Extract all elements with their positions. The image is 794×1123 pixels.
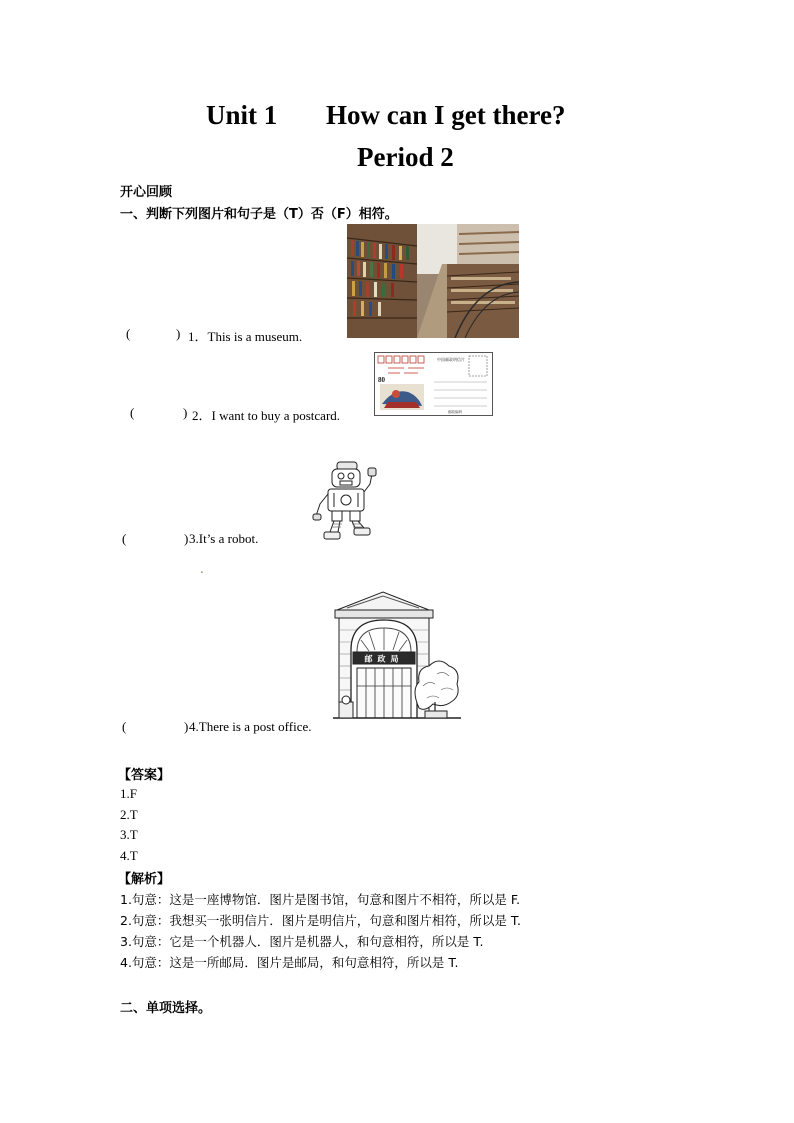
library-image — [347, 224, 519, 338]
title-period: Period 2 — [357, 142, 454, 172]
analysis-item: 1.句意：这是一座博物馆．图片是图书馆，句意和图片不相符，所以是 F. — [120, 892, 521, 907]
q1-paren-right: ) — [176, 326, 181, 341]
analysis-item: 2.句意：我想买一张明信片．图片是明信片，句意和图片相符，所以是 T. — [120, 913, 522, 928]
q1-paren-left: ( — [126, 326, 131, 341]
title-question: How can I get there? — [326, 100, 566, 130]
post-office-image — [333, 590, 461, 724]
analysis-heading: 【解析】 — [118, 872, 171, 887]
postcard-image — [374, 352, 493, 416]
q4-paren-left: ( — [122, 719, 127, 734]
section-review-heading: 开心回顾 — [120, 185, 173, 200]
section-two-heading: 二、单项选择。 — [120, 1001, 212, 1016]
q4-paren-right: ) — [184, 719, 189, 734]
robot-image — [312, 460, 380, 542]
title-unit: Unit 1 — [206, 100, 278, 130]
answer-item: 2.T — [120, 807, 138, 822]
answer-item: 4.T — [120, 848, 138, 863]
post-office-sign: 邮政局 — [364, 654, 404, 664]
answer-item: 3.T — [120, 827, 138, 842]
answer-heading: 【答案】 — [118, 768, 171, 783]
answer-item: 1.F — [120, 786, 137, 801]
q1-text: 1．This is a museum. — [188, 329, 303, 344]
postcard-stamp-value: 80 — [378, 376, 385, 384]
analysis-item: 3.句意：它是一个机器人．图片是机器人，和句意相符，所以是 T. — [120, 934, 484, 949]
q2-paren-left: ( — [130, 405, 135, 420]
analysis-item: 4.句意：这是一所邮局．图片是邮局，和句意相符，所以是 T. — [120, 955, 459, 970]
postcard-header: 中国邮政明信片 — [437, 357, 465, 362]
q4-text: 4.There is a post office. — [189, 719, 312, 734]
postcard-bottom-label: 邮政编码 — [448, 410, 462, 414]
q2-paren-right: ) — [183, 405, 188, 420]
stray-dot-mark: . — [200, 562, 204, 576]
q3-paren-left: ( — [122, 531, 127, 546]
q2-text: 2．I want to buy a postcard. — [192, 408, 341, 423]
section-one-instruction: 一、判断下列图片和句子是（T）否（F）相符。 — [120, 207, 398, 222]
q3-paren-right: ) — [184, 531, 189, 546]
q3-text: 3.It’s a robot. — [189, 531, 259, 546]
